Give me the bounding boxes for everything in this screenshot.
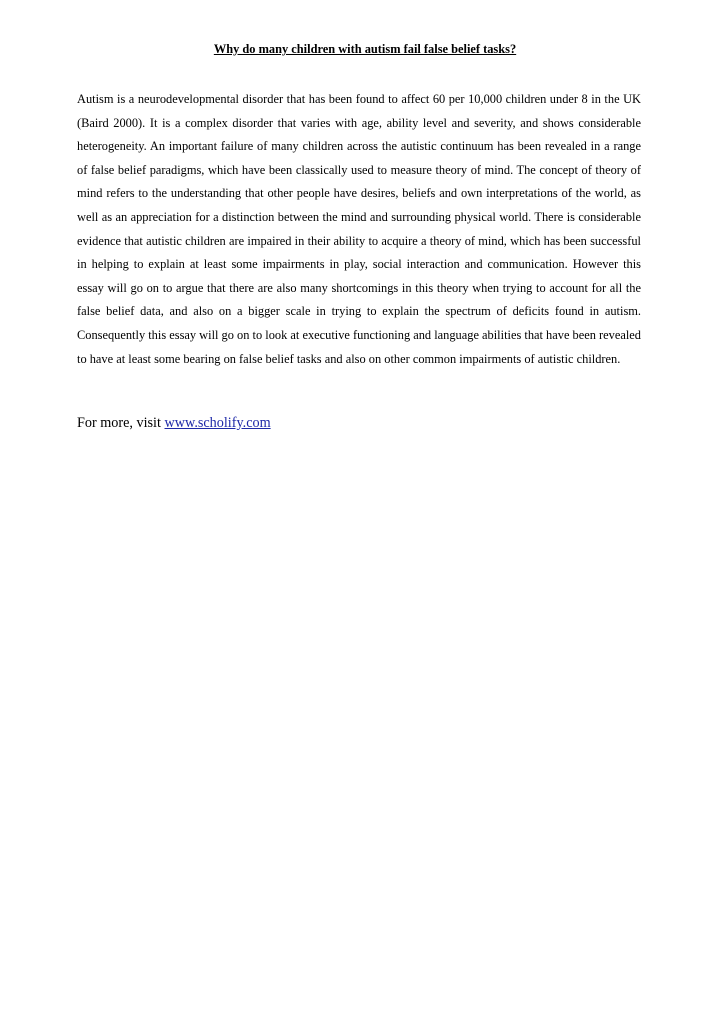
more-info-line: [77, 413, 271, 433]
more-info-prefix: For more, visit: [77, 415, 165, 431]
scholify-link[interactable]: www.scholify.com: [164, 415, 271, 431]
document-title: Why do many children with autism fail false belief tasks?: [213, 42, 517, 56]
body-paragraph: Autism is a neurodevelopmental disorder that has been found to affect 60 per 10,000 children under 8 in the UK (Baird 2000). It is a complex disorder that varies with age, ability level and severity, and shows considerable heterogeneity. An important failure of many children across the autistic continuum has been revealed in a range of false belief paradigms, which have been classically used to measure theory of mind. The concept of theory of mind refers to the understanding that other people have desires, beliefs and own interpretations of the world, as well as an appreciation for a distinction between the mind and surrounding physical world. There is considerable evidence that autistic children are impaired in their ability to acquire a theory of mind, which has been successful in helping to explain at least some impairments in play, social interaction and communication. However this essay will go on to argue that there are also many shortcomings in this theory when trying to account for all the false belief data, and also on a bigger scale in trying to explain the spectrum of deficits found in autism. Consequently this essay will go on to look at executive functioning and language abilities that have been revealed to have at least some bearing on false belief tasks and also on other common impairments of autistic children.: [77, 92, 641, 366]
